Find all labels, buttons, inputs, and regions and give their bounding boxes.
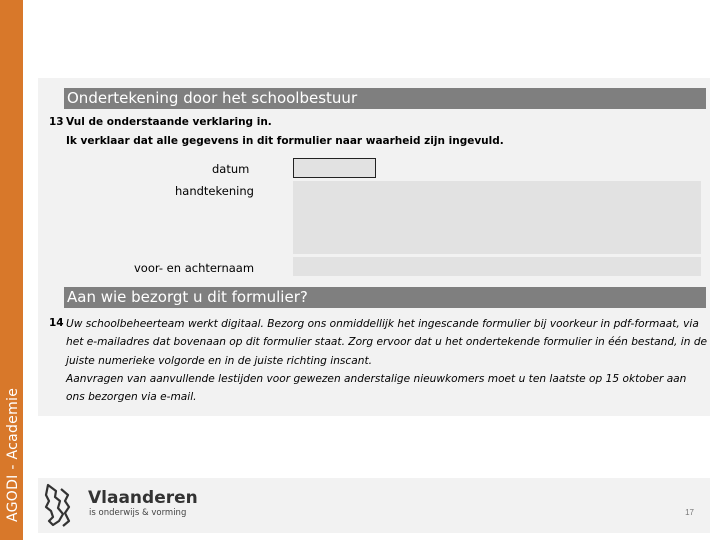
sidebar-label: AGODI - Academie [4, 387, 21, 522]
naam-label: voor- en achternaam [134, 261, 255, 275]
question-14-line: het e-mailadres dat bovenaan op dit formulier staat. Zorg ervoor dat u het ondertekende formulier in één bestand, in de [66, 336, 708, 349]
question-14-line: Aanvragen van aanvullende lestijden voor gewezen anderstalige nieuwkomers moet u ten laatste op 15 oktober aan [66, 372, 687, 385]
page-number: 17 [685, 508, 694, 517]
flemish-lion-logo-icon [43, 481, 74, 529]
brand-name: Vlaanderen [88, 488, 198, 508]
section-header-signature: Ondertekening door het schoolbestuur [64, 88, 706, 109]
question-14-text [66, 315, 706, 406]
handtekening-label: handtekening [175, 184, 254, 198]
brand-subtitle: is onderwijs & vorming [89, 508, 187, 518]
datum-field[interactable] [293, 158, 376, 178]
question-13-instruction: Vul de onderstaande verklaring in. [66, 116, 272, 128]
handtekening-field[interactable] [293, 181, 701, 254]
naam-field[interactable] [293, 257, 701, 276]
question-14-line: Uw schoolbeheerteam werkt digitaal. Bezorg ons onmiddellijk het ingescande formulier bij voorkeur in pdf-formaat, via [66, 318, 699, 330]
question-number-13: 13 [49, 116, 64, 128]
question-13-statement: Ik verklaar dat alle gegevens in dit formulier naar waarheid zijn ingevuld. [66, 135, 504, 147]
datum-label: datum [212, 162, 250, 176]
question-14-line: juiste numerieke volgorde en in de juiste richting inscant. [66, 354, 372, 367]
section-header-delivery: Aan wie bezorgt u dit formulier? [64, 287, 706, 308]
question-14-line: ons bezorgen via e-mail. [66, 391, 197, 404]
question-number-14: 14 [49, 317, 64, 329]
